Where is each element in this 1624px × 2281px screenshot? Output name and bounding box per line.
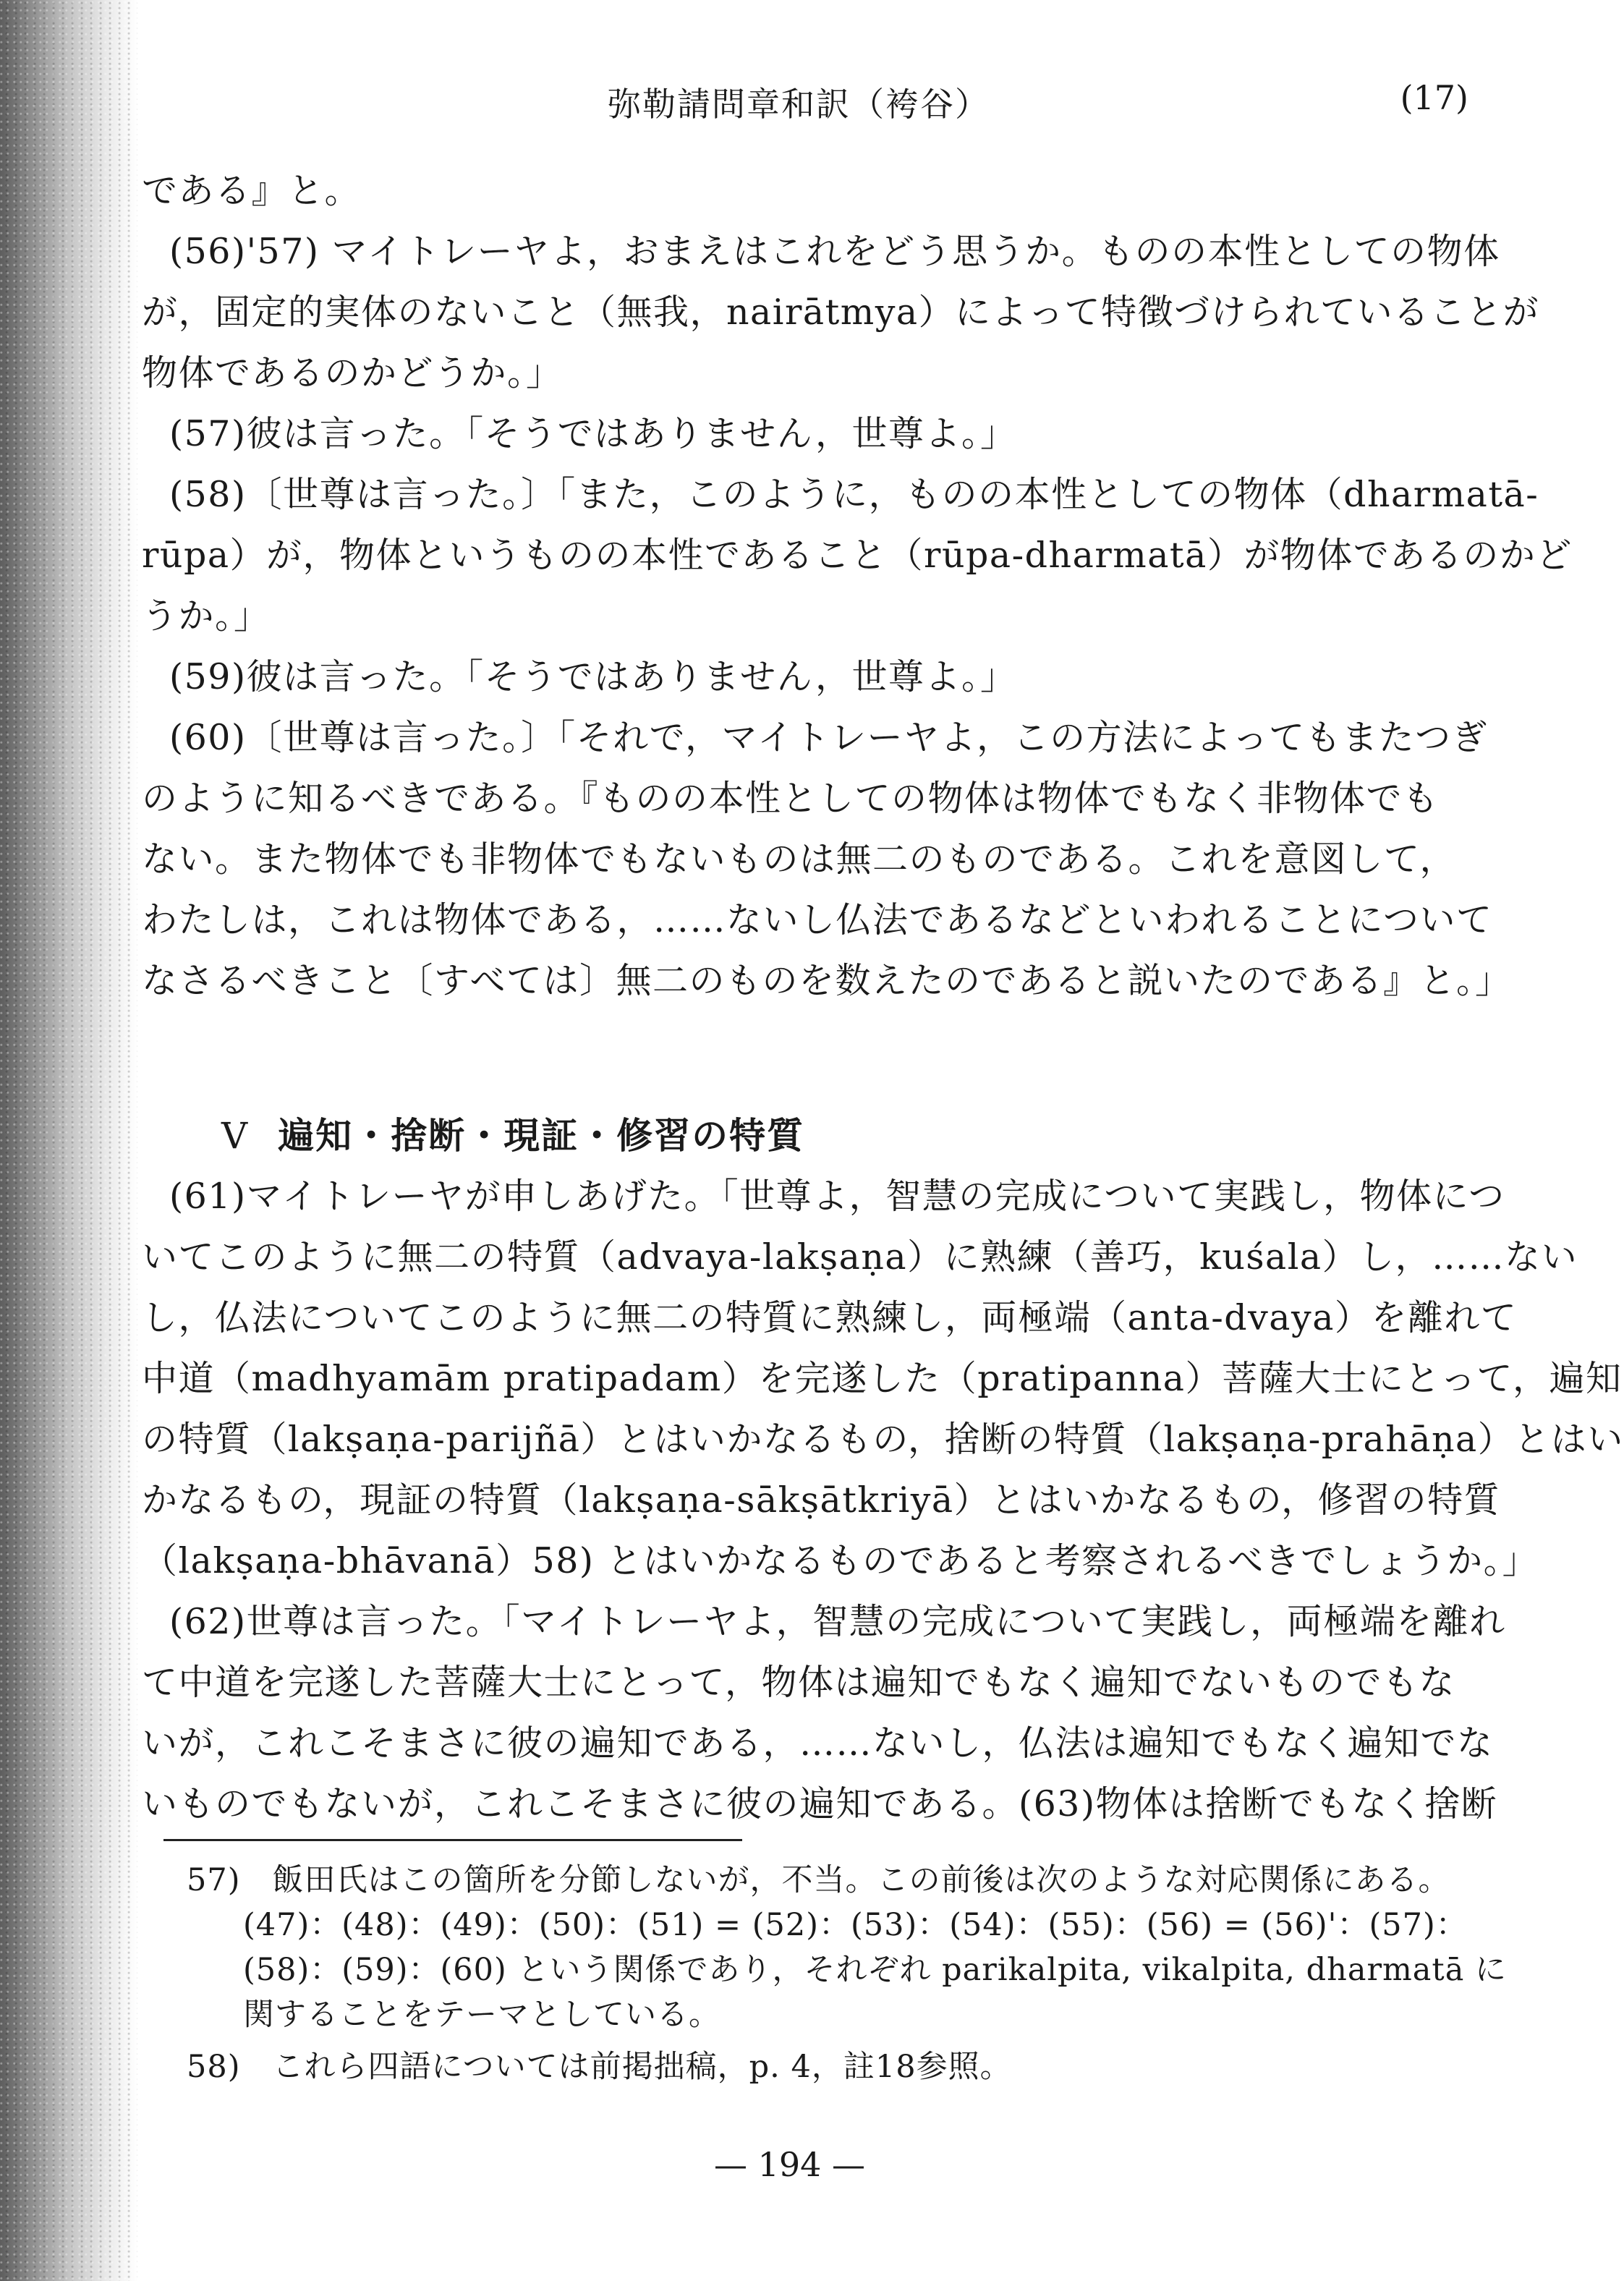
footnote-57-line: (58)：(59)：(60) という関係であり，それぞれ parikalpita, vikalpita, dharmatā に <box>243 1952 1508 1988</box>
folio-page-number: — 194 — <box>713 2145 866 2184</box>
section-line: いものでもないが，これこそまさに彼の遍知である。(63)物体は捨断でもなく捨断 <box>142 1783 1498 1825</box>
section-line: し，仏法についてこのように無二の特質に熟練し，両極端（anta-dvaya）を離れて <box>142 1297 1518 1338</box>
running-head-title: 弥勒請問章和訳（袴谷） <box>608 85 990 124</box>
section-line: (62)世尊は言った。「マイトレーヤよ，智慧の完成について実践し，両極端を離れ <box>169 1601 1506 1642</box>
body-text <box>142 161 1624 1835</box>
section-title: 遍知・捨断・現証・修習の特質 <box>278 1115 805 1157</box>
section-line: かなるもの，現証の特質（lakṣaṇa-sākṣātkriyā）とはいかなるもの，修習の特質 <box>142 1479 1501 1521</box>
body-line: うか。」 <box>142 595 271 637</box>
body-line: なさるべきこと〔すべては〕無二のものを数えたのであると説いたのである』と。」 <box>142 960 1512 1001</box>
section-heading <box>142 1105 1466 1166</box>
body-line: (60)〔世尊は言った。〕「それで，マイトレーヤよ，この方法によってもまたつぎ <box>169 717 1489 758</box>
section-line: いてこのように無二の特質（advaya-lakṣaṇa）に熟練（善巧，kuśala）し，……ない <box>142 1236 1578 1278</box>
body-line: (57)彼は言った。「そうではありません，世尊よ。」 <box>169 413 1017 454</box>
body-line: である』と。 <box>142 170 362 211</box>
footnote-57-line: 57) 飯田氏はこの箇所を分節しないが，不当。この前後は次のような対応関係にある。 <box>187 1862 1450 1898</box>
body-line: わたしは，これは物体である，……ないし仏法であるなどといわれることについて <box>142 899 1493 940</box>
section-line: の特質（lakṣaṇa-parijñā）とはいかなるもの，捨断の特質（lakṣaṇa-prahāṇa）とはい <box>142 1419 1624 1460</box>
body-line: (58)〔世尊は言った。〕「また，このように，ものの本性としての物体（dharmatā- <box>169 474 1539 515</box>
footnote-57-line: (47)：(48)：(49)：(50)：(51) = (52)：(53)：(54)：(55)：(56) = (56)'：(57)： <box>243 1907 1468 1943</box>
section-line: (61)マイトレーヤが申しあげた。「世尊よ，智慧の完成について実践し，物体につ <box>169 1176 1505 1217</box>
body-line: ない。また物体でも非物体でもないものは無二のものである。これを意図して， <box>142 838 1457 880</box>
footnote-rule <box>163 1839 742 1841</box>
section-line: 中道（madhyamām pratipadam）を完遂した（pratipanna）菩薩大士にとって，遍知 <box>142 1358 1623 1399</box>
running-head <box>145 78 1468 129</box>
footnote-58-line: 58) これら四語については前掲拙稿，p. 4，註18参照。 <box>187 2049 1012 2085</box>
body-line: (59)彼は言った。「そうではありません，世尊よ。」 <box>169 656 1017 697</box>
footnotes <box>187 1858 1508 2089</box>
body-line: のように知るべきである。『ものの本性としての物体は物体でもなく非物体でも <box>142 778 1440 819</box>
section-line: （lakṣaṇa-bhāvanā）58) とはいかなるものであると考察されるべきでしょうか。」 <box>142 1540 1539 1581</box>
section-line: て中道を完遂した菩薩大士にとって，物体は遍知でもなく遍知でないものでもな <box>142 1662 1456 1703</box>
section-line: いが，これこそまさに彼の遍知である，……ないし，仏法は遍知でもなく遍知でな <box>142 1723 1494 1764</box>
body-line: 物体であるのかどうか。」 <box>142 352 563 394</box>
body-line: (56)'57) マイトレーヤよ，おまえはこれをどう思うか。ものの本性としての物体 <box>169 231 1500 272</box>
section-spacer <box>142 1011 1466 1105</box>
body-line: が，固定的実体のないこと（無我，nairātmya）によって特徴づけられていることが <box>142 292 1540 333</box>
running-head-page-number: (17) <box>1400 78 1468 117</box>
section-number: V <box>221 1115 250 1157</box>
body-line: rūpa）が，物体というものの本性であること（rūpa-dharmatā）が物体であるのかど <box>142 535 1573 576</box>
footnote-57-line: 関することをテーマとしている。 <box>243 1997 720 2033</box>
